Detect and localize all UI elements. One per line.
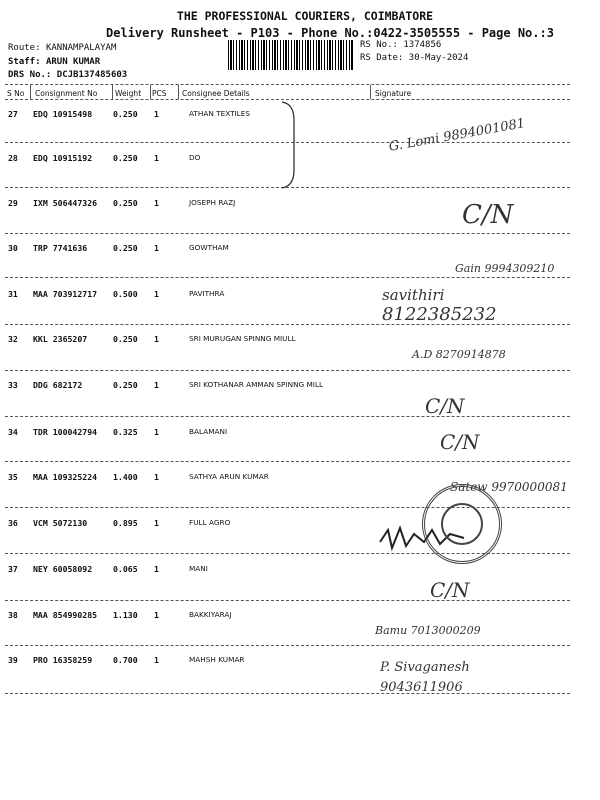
- consignment-cell: EDQ 10915192: [33, 153, 93, 163]
- consignee-cell: ATHAN TEXTILES: [189, 109, 250, 118]
- sn-cell: 39: [8, 655, 18, 665]
- pcs-cell: 1: [154, 289, 159, 299]
- consignee-cell: DO: [189, 153, 201, 162]
- consignment-cell: IXM 506447326: [33, 198, 98, 208]
- pcs-cell: 1: [154, 334, 159, 344]
- weight-cell: 0.895: [113, 518, 138, 528]
- table-row: [5, 380, 570, 400]
- col-pcs: PCS: [152, 89, 167, 98]
- consignment-cell: DDG 682172: [33, 380, 83, 390]
- consignee-cell: PAVITHRA: [189, 289, 225, 298]
- signature-35: Satew 9970000081: [450, 480, 568, 494]
- company-stamp: [422, 484, 502, 564]
- signature-38: Bamu 7013000209: [375, 624, 481, 637]
- weight-cell: 0.325: [113, 427, 138, 437]
- table-row: [5, 564, 570, 584]
- col-consignee: Consignee Details: [182, 89, 250, 98]
- sn-cell: 27: [8, 109, 18, 119]
- barcode: [228, 40, 354, 70]
- header-top-rule: [5, 84, 570, 85]
- consignment-cell: NEY 60058092: [33, 564, 93, 574]
- bracket-mark: [280, 100, 300, 190]
- weight-cell: 0.250: [113, 153, 138, 163]
- weight-cell: 1.130: [113, 610, 138, 620]
- consignment-cell: EDQ 10915498: [33, 109, 93, 119]
- rs-no-value: 1374856: [403, 40, 442, 50]
- row-separator: [5, 277, 570, 278]
- rs-no-label: RS No.:: [360, 40, 398, 50]
- phone-39: 9043611906: [380, 680, 463, 695]
- signature-39: P. Sivaganesh: [380, 660, 470, 675]
- sn-cell: 37: [8, 564, 18, 574]
- row-separator: [5, 233, 570, 234]
- row-separator: [5, 370, 570, 371]
- row-separator: [5, 645, 570, 646]
- table-row: [5, 427, 570, 447]
- sn-cell: 33: [8, 380, 18, 390]
- weight-cell: 0.250: [113, 334, 138, 344]
- pcs-cell: 1: [154, 518, 159, 528]
- consignment-cell: PRO 16358259: [33, 655, 93, 665]
- staff-label: Staff:: [8, 57, 41, 67]
- sn-cell: 34: [8, 427, 18, 437]
- consignee-cell: SRI MURUGAN SPINNG MIULL: [189, 334, 296, 343]
- consignee-cell: BALAMANI: [189, 427, 228, 436]
- staff-value: ARUN KUMAR: [45, 57, 101, 67]
- drs-value: DCJB137485603: [56, 70, 128, 80]
- drs-label: DRS No.:: [8, 70, 52, 80]
- drs-line: [8, 70, 127, 80]
- sn-cell: 28: [8, 153, 18, 163]
- rs-date-value: 30-May-2024: [408, 53, 469, 63]
- consignee-cell: FULL AGRO: [189, 518, 231, 527]
- staff-line: [8, 57, 100, 67]
- rs-date-line: [360, 53, 468, 63]
- col-divider: [150, 85, 151, 99]
- col-divider: [178, 85, 179, 99]
- route-label: Route:: [8, 43, 41, 53]
- pcs-cell: 1: [154, 198, 159, 208]
- sn-cell: 38: [8, 610, 18, 620]
- weight-cell: 0.500: [113, 289, 138, 299]
- company-title: THE PROFESSIONAL COURIERS, COIMBATORE: [176, 9, 434, 23]
- pcs-cell: 1: [154, 427, 159, 437]
- route-line: [8, 43, 116, 53]
- row-separator: [5, 693, 570, 694]
- consignment-cell: MAA 854990285: [33, 610, 98, 620]
- pcs-cell: 1: [154, 243, 159, 253]
- consignee-cell: SRI KOTHANAR AMMAN SPINNG MILL: [189, 380, 324, 389]
- consignee-cell: JOSEPH RAZJ: [189, 198, 236, 207]
- signature-30: Gain 9994309210: [455, 262, 555, 275]
- row-separator: [5, 416, 570, 417]
- col-weight: Weight: [115, 89, 142, 98]
- weight-cell: 0.250: [113, 109, 138, 119]
- cn-mark-33: C/N: [425, 394, 465, 418]
- rs-no-line: [360, 40, 441, 50]
- consignment-cell: MAA 703912717: [33, 289, 98, 299]
- signature-31: savithiri: [382, 286, 445, 304]
- cn-mark-29: C/N: [462, 200, 514, 230]
- phone-31: 8122385232: [382, 304, 497, 325]
- col-divider: [30, 85, 31, 99]
- signature-27: G. Lomi 9894001081: [387, 116, 527, 155]
- consignee-cell: BAKKIYARAJ: [189, 610, 232, 619]
- pcs-cell: 1: [154, 655, 159, 665]
- pcs-cell: 1: [154, 109, 159, 119]
- signature-32: A.D 8270914878: [412, 348, 506, 361]
- row-separator: [5, 461, 570, 462]
- cn-mark-37: C/N: [430, 578, 470, 602]
- weight-cell: 0.250: [113, 198, 138, 208]
- consignment-cell: KKL 2365207: [33, 334, 88, 344]
- col-consignment: Consignment No: [35, 89, 98, 98]
- sn-cell: 35: [8, 472, 18, 482]
- consignment-cell: TRP 7741636: [33, 243, 88, 253]
- col-signature: Signature: [375, 89, 412, 98]
- table-row: [5, 610, 570, 630]
- pcs-cell: 1: [154, 610, 159, 620]
- consignment-cell: MAA 109325224: [33, 472, 98, 482]
- consignee-cell: GOWTHAM: [189, 243, 229, 252]
- col-divider: [370, 85, 371, 99]
- consignment-cell: VCM 5072130: [33, 518, 88, 528]
- sn-cell: 36: [8, 518, 18, 528]
- row-separator: [5, 600, 570, 601]
- col-sno: S No: [7, 89, 25, 98]
- cn-mark-34: C/N: [440, 430, 480, 454]
- sn-cell: 30: [8, 243, 18, 253]
- weight-cell: 0.250: [113, 243, 138, 253]
- pcs-cell: 1: [154, 472, 159, 482]
- route-value: KANNAMPALAYAM: [45, 43, 117, 53]
- col-divider: [112, 85, 113, 99]
- table-row: [5, 655, 570, 675]
- pcs-cell: 1: [154, 380, 159, 390]
- weight-cell: 1.400: [113, 472, 138, 482]
- sn-cell: 32: [8, 334, 18, 344]
- consignee-cell: MANI: [189, 564, 208, 573]
- pcs-cell: 1: [154, 153, 159, 163]
- sn-cell: 29: [8, 198, 18, 208]
- weight-cell: 0.065: [113, 564, 138, 574]
- pcs-cell: 1: [154, 564, 159, 574]
- runsheet-subtitle: Delivery Runsheet - P103 - Phone No.:0422-3505555 - Page No.:3: [106, 26, 554, 40]
- sn-cell: 31: [8, 289, 18, 299]
- weight-cell: 0.250: [113, 380, 138, 390]
- table-row: [5, 243, 570, 263]
- weight-cell: 0.700: [113, 655, 138, 665]
- consignee-cell: SATHYA ARUN KUMAR: [189, 472, 269, 481]
- consignment-cell: TDR 100042794: [33, 427, 98, 437]
- consignee-cell: MAHSH KUMAR: [189, 655, 245, 664]
- rs-date-label: RS Date:: [360, 53, 404, 63]
